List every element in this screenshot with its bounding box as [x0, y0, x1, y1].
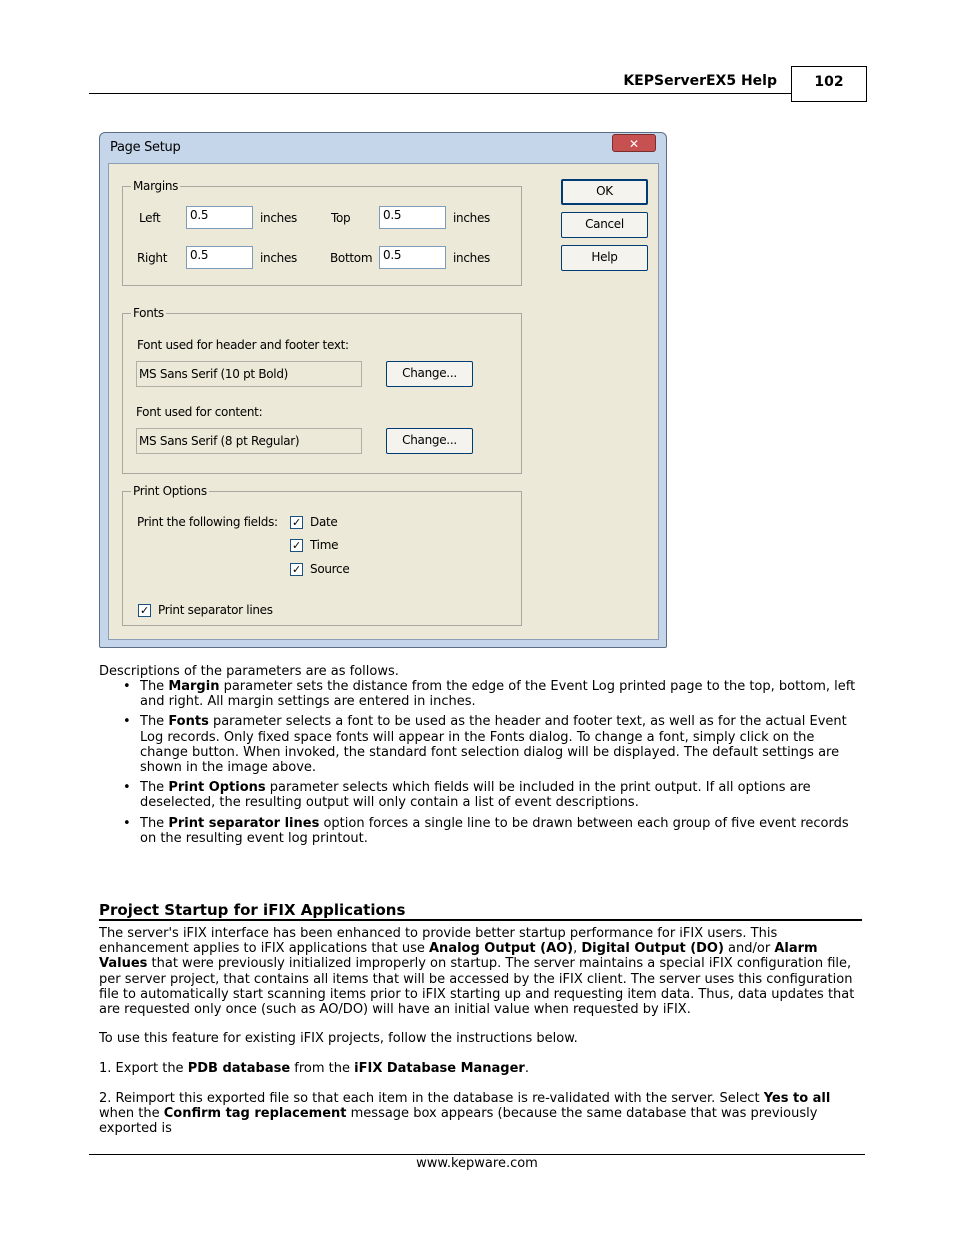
print-fields-label: Print the following fields:: [137, 515, 278, 529]
section-heading: Project Startup for iFIX Applications: [99, 901, 406, 919]
list-item: [99, 780, 863, 810]
fonts-group: [122, 306, 522, 474]
bullet-marker: •: [123, 815, 131, 831]
section-heading-rule: [99, 919, 862, 921]
bullet-term: Margin: [168, 679, 220, 694]
bottom-label: Bottom: [330, 251, 373, 265]
source-label: Source: [310, 562, 350, 576]
top-label: Top: [331, 211, 351, 225]
bullet-marker: •: [123, 780, 131, 796]
header-footer-font-label: Font used for header and footer text:: [137, 338, 349, 352]
time-label: Time: [310, 538, 339, 552]
right-unit-label: inches: [260, 251, 297, 265]
margins-group-label: Margins: [133, 179, 179, 193]
bullet-list: [99, 679, 863, 851]
margins-group: [122, 179, 522, 286]
bullet-text: parameter sets the distance from the edge of the Event Log printed page to the top, bottom, left and right. All margin settings are entered in inches.: [140, 679, 856, 710]
close-button[interactable]: ✕: [612, 134, 656, 152]
source-checkbox[interactable]: ✓: [290, 563, 303, 576]
header-footer-font-field: MS Sans Serif (10 pt Bold): [136, 361, 362, 387]
bullet-text: option forces a single line to be drawn between each group of five event records on the resulting event log printout.: [140, 815, 849, 846]
bullet-term: Fonts: [168, 714, 209, 730]
separator-lines-label: Print separator lines: [158, 603, 273, 617]
intro-text: Descriptions of the parameters are as follows.: [99, 664, 399, 679]
left-margin-input[interactable]: 0.5: [186, 206, 253, 229]
fonts-group-label: Fonts: [133, 306, 164, 320]
header-rule: [89, 93, 791, 94]
footer-url: www.kepware.com: [416, 1156, 538, 1171]
print-options-group: [122, 484, 522, 626]
list-item: [99, 816, 863, 846]
bottom-unit-label: inches: [453, 251, 490, 265]
change-header-font-button[interactable]: Change...: [386, 361, 473, 387]
cancel-button[interactable]: Cancel: [561, 212, 648, 238]
paragraph-intro: The server's iFIX interface has been enhanced to provide better startup performance for iFIX users. This enhancement applies to iFIX applications that use Analog Output (AO), Digital Output (DO) and/or Alarm Values that were previously initialized improperly on startup. The server maintains a special iFIX configuration file, per server project, that contains all items that will be accessed by the iFIX client. The server uses this configuration file to automatically start scanning items prior to iFIX starting up and requesting item data. Thus, data updates that are requested only once (such as AO/DO) will have an initial value when requested by iFIX.: [99, 926, 855, 1018]
right-margin-input[interactable]: 0.5: [186, 246, 253, 269]
bullet-term: Print separator lines: [168, 815, 320, 831]
bullet-text-prefix: The: [140, 679, 169, 694]
list-item: [99, 714, 863, 775]
dialog-title: Page Setup: [110, 140, 181, 155]
document-title: KEPServerEX5 Help: [623, 73, 777, 89]
paragraph-instructions: To use this feature for existing iFIX projects, follow the instructions below.: [99, 1031, 578, 1046]
print-options-group-label: Print Options: [133, 484, 207, 498]
bullet-text-prefix: The: [140, 714, 169, 730]
ok-button[interactable]: OK: [561, 179, 648, 205]
bottom-margin-input[interactable]: 0.5: [379, 246, 446, 269]
date-checkbox[interactable]: ✓: [290, 516, 303, 529]
bullet-text-prefix: The: [140, 780, 169, 796]
date-label: Date: [310, 515, 338, 529]
footer-rule: [89, 1154, 865, 1155]
top-margin-input[interactable]: 0.5: [379, 206, 446, 229]
separator-lines-checkbox[interactable]: ✓: [138, 604, 151, 617]
bullet-text-prefix: The: [140, 815, 169, 831]
page-setup-dialog: [99, 132, 667, 648]
time-checkbox[interactable]: ✓: [290, 539, 303, 552]
list-item: [99, 679, 863, 709]
bullet-text: parameter selects a font to be used as the header and footer text, as well as for the actual Event Log records. Only fixed space fonts will appear in the Fonts dialog. To change a font, simply click on the change button. When invoked, the standard font selection dialog will be displayed. The default settings are shown in the image above.: [140, 714, 847, 776]
page-number: 102: [791, 66, 867, 102]
right-label: Right: [137, 251, 168, 265]
change-content-font-button[interactable]: Change...: [386, 428, 473, 454]
step-1: 1. Export the PDB database from the iFIX Database Manager.: [99, 1061, 529, 1076]
step-2: 2. Reimport this exported file so that each item in the database is re-validated with the server. Select Yes to all when the Confirm tag replacement message box appears (because the same database that was previously exported is: [99, 1091, 831, 1137]
help-button[interactable]: Help: [561, 245, 648, 271]
left-unit-label: inches: [260, 211, 297, 225]
bullet-term: Print Options: [168, 780, 266, 796]
content-font-label: Font used for content:: [136, 405, 263, 419]
dialog-client-area: [108, 163, 659, 640]
bullet-text: parameter selects which fields will be included in the print output. If all options are deselected, the resulting output will only contain a list of event descriptions.: [140, 780, 811, 811]
left-label: Left: [139, 211, 161, 225]
bullet-marker: •: [123, 679, 131, 694]
content-font-field: MS Sans Serif (8 pt Regular): [136, 428, 362, 454]
top-unit-label: inches: [453, 211, 490, 225]
bullet-marker: •: [123, 714, 131, 730]
